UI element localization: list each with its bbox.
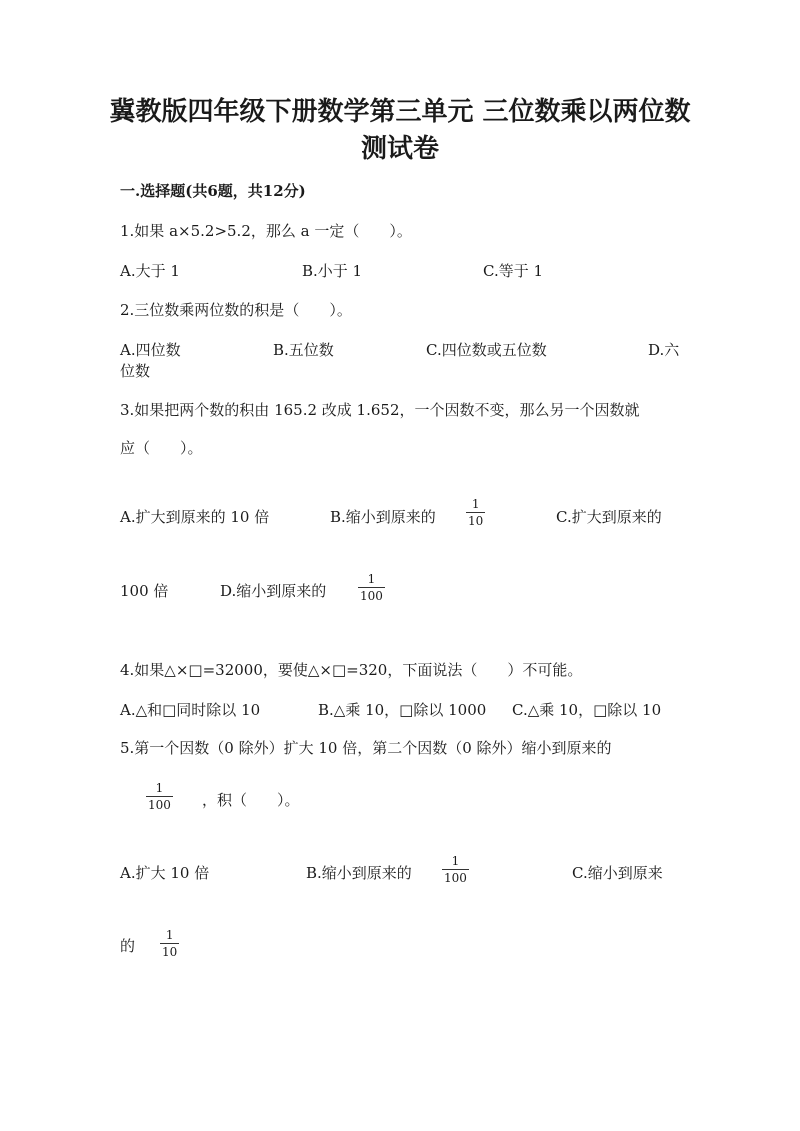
fraction-denominator: 10 [468,514,484,528]
q3-option-c-part2: 100 倍 [120,582,169,600]
q1-option-a: A.大于 1 [120,262,180,280]
q5-option-c-part1: C.缩小到原来 [572,864,663,882]
fraction-numerator: 1 [471,497,480,511]
q1-stem: 1.如果 a×5.2>5.2，那么 a 一定（ ）。 [120,222,412,240]
q3-option-b-fraction [466,497,485,528]
fraction-bar [358,587,385,588]
q3-option-d-fraction [358,572,385,603]
fraction-denominator: 100 [444,871,467,885]
q5-option-b: B.缩小到原来的 [306,864,412,882]
fraction-numerator: 1 [165,928,174,942]
q4-stem: 4.如果△×□=32000，要使△×□=320，下面说法（ ）不可能。 [120,661,583,679]
q2-stem: 2.三位数乘两位数的积是（ ）。 [120,301,352,319]
q5-option-a: A.扩大 10 倍 [120,864,210,882]
q1-option-b: B.小于 1 [302,262,363,280]
fraction-numerator: 1 [451,854,460,868]
q5-option-c-fraction [160,928,179,959]
q4-option-c: C.△乘 10，□除以 10 [512,701,662,719]
fraction-bar [160,943,179,944]
fraction-numerator: 1 [367,572,376,586]
q2-option-c: C.四位数或五位数 [426,341,547,359]
q3-option-a: A.扩大到原来的 10 倍 [120,508,270,526]
page-title-line1: 冀教版四年级下册数学第三单元 三位数乘以两位数 [109,97,691,127]
section-heading: 一.选择题(共6题，共12分) [120,182,306,200]
q2-option-d-part1: D.六 [648,341,680,359]
q2-option-d-part2: 位数 [120,362,151,380]
q3-option-b: B.缩小到原来的 [330,508,436,526]
q3-option-c-part1: C.扩大到原来的 [556,508,662,526]
q3-stem-line2: 应（ ）。 [120,439,203,457]
fraction-bar [466,512,485,513]
page-title-line2: 测试卷 [360,134,439,164]
q5-option-b-fraction [442,854,469,885]
q5-stem-tail: ，积（ ）。 [202,791,300,809]
fraction-denominator: 100 [360,589,383,603]
q1-option-c: C.等于 1 [483,262,544,280]
q4-option-b: B.△乘 10，□除以 1000 [318,701,487,719]
fraction-denominator: 100 [148,798,171,812]
q4-option-a: A.△和□同时除以 10 [120,701,261,719]
q5-stem: 5.第一个因数（0 除外）扩大 10 倍，第二个因数（0 除外）缩小到原来的 [120,739,612,757]
q5-option-c-part2: 的 [120,937,136,955]
q5-stem-fraction [146,781,173,812]
fraction-numerator: 1 [155,781,164,795]
fraction-denominator: 10 [162,945,178,959]
q3-option-d: D.缩小到原来的 [220,582,327,600]
q3-stem-line1: 3.如果把两个数的积由 165.2 改成 1.652，一个因数不变，那么另一个因数就 [120,401,640,419]
q2-option-a: A.四位数 [120,341,181,359]
fraction-bar [146,796,173,797]
q2-option-b: B.五位数 [273,341,334,359]
fraction-bar [442,869,469,870]
